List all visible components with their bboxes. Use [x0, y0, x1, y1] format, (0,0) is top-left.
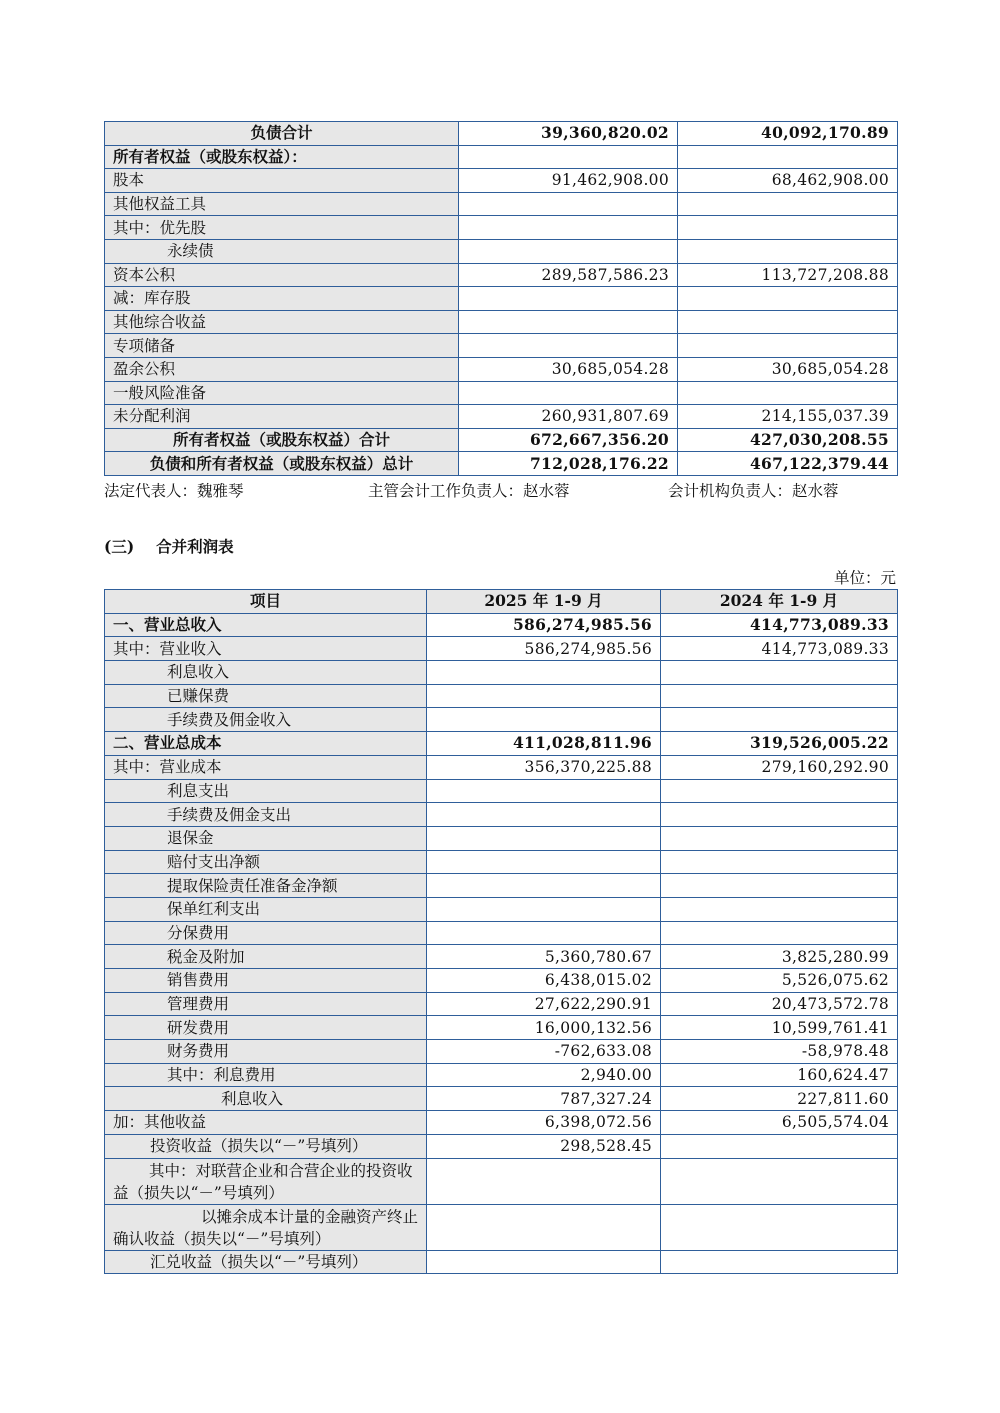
income-label: 销售费用 [105, 969, 427, 993]
balance-sheet-row [105, 263, 898, 287]
income-value-current: 298,528.45 [427, 1134, 661, 1158]
income-value-prior: 6,505,574.04 [661, 1111, 898, 1135]
header-item: 项目 [105, 590, 427, 614]
income-value-prior [661, 1250, 898, 1274]
balance-sheet-label: 负债合计 [105, 122, 459, 146]
income-value-current: 586,274,985.56 [427, 613, 661, 637]
balance-sheet-value-prior: 40,092,170.89 [678, 122, 898, 146]
income-value-current: 6,398,072.56 [427, 1111, 661, 1135]
income-value-current: 27,622,290.91 [427, 992, 661, 1016]
balance-sheet-value-prior [678, 381, 898, 405]
balance-sheet-value-prior [678, 287, 898, 311]
balance-sheet-value-current: 712,028,176.22 [459, 452, 678, 476]
income-label: 保单红利支出 [105, 897, 427, 921]
balance-sheet-value-prior [678, 334, 898, 358]
income-row [105, 732, 898, 756]
income-value-prior: 319,526,005.22 [661, 732, 898, 756]
balance-sheet-row [105, 122, 898, 146]
balance-sheet-row [105, 334, 898, 358]
balance-sheet-value-current: 30,685,054.28 [459, 357, 678, 381]
income-row [105, 661, 898, 685]
income-label: 管理费用 [105, 992, 427, 1016]
income-label: 利息支出 [105, 779, 427, 803]
balance-sheet-row [105, 287, 898, 311]
balance-sheet-row [105, 405, 898, 429]
balance-sheet-value-current: 672,667,356.20 [459, 428, 678, 452]
balance-sheet-value-current: 289,587,586.23 [459, 263, 678, 287]
balance-sheet-row [105, 310, 898, 334]
balance-sheet-value-prior: 30,685,054.28 [678, 357, 898, 381]
income-label: 退保金 [105, 826, 427, 850]
balance-sheet-value-prior [678, 145, 898, 169]
balance-sheet-label: 永续债 [105, 239, 459, 263]
accounting-org-head: 会计机构负责人：赵水蓉 [668, 482, 839, 500]
balance-sheet-label: 股本 [105, 169, 459, 193]
balance-sheet-table [104, 121, 898, 476]
income-row [105, 1250, 898, 1274]
income-value-current: 356,370,225.88 [427, 755, 661, 779]
balance-sheet-value-current [459, 334, 678, 358]
income-value-prior [661, 803, 898, 827]
income-value-current [427, 850, 661, 874]
income-value-prior: 10,599,761.41 [661, 1016, 898, 1040]
income-row [105, 874, 898, 898]
income-value-prior [661, 1134, 898, 1158]
income-value-current [427, 921, 661, 945]
balance-sheet-label: 负债和所有者权益（或股东权益）总计 [105, 452, 459, 476]
income-label: 利息收入 [105, 661, 427, 685]
income-value-current [427, 826, 661, 850]
income-value-current: -762,633.08 [427, 1040, 661, 1064]
income-row [105, 1134, 898, 1158]
income-row [105, 1063, 898, 1087]
balance-sheet-value-current [459, 310, 678, 334]
balance-sheet-label: 资本公积 [105, 263, 459, 287]
income-label: 其中：对联营企业和合营企业的投资收益（损失以“－”号填列） [105, 1158, 427, 1204]
income-row [105, 779, 898, 803]
balance-sheet-value-prior [678, 310, 898, 334]
balance-sheet-label: 所有者权益（或股东权益）： [105, 145, 459, 169]
income-label: 其中：营业成本 [105, 755, 427, 779]
income-row [105, 613, 898, 637]
income-header-row [105, 590, 898, 614]
income-row [105, 1087, 898, 1111]
balance-sheet-label: 其中：优先股 [105, 216, 459, 240]
income-row [105, 803, 898, 827]
income-value-current: 2,940.00 [427, 1063, 661, 1087]
income-value-prior [661, 1158, 898, 1204]
balance-sheet-row [105, 145, 898, 169]
income-label: 财务费用 [105, 1040, 427, 1064]
balance-sheet-label: 盈余公积 [105, 357, 459, 381]
income-label: 手续费及佣金支出 [105, 803, 427, 827]
income-value-current: 411,028,811.96 [427, 732, 661, 756]
income-value-prior [661, 897, 898, 921]
balance-sheet-row [105, 381, 898, 405]
balance-sheet-row [105, 357, 898, 381]
income-label: 手续费及佣金收入 [105, 708, 427, 732]
income-value-prior: 414,773,089.33 [661, 613, 898, 637]
income-label: 加：其他收益 [105, 1111, 427, 1135]
balance-sheet-value-current [459, 192, 678, 216]
income-value-current [427, 1158, 661, 1204]
income-value-prior [661, 708, 898, 732]
accounting-head: 主管会计工作负责人：赵水蓉 [368, 482, 570, 500]
balance-sheet-value-current: 260,931,807.69 [459, 405, 678, 429]
income-label: 利息收入 [105, 1087, 427, 1111]
balance-sheet-value-prior: 467,122,379.44 [678, 452, 898, 476]
income-statement-table [104, 589, 898, 1274]
balance-sheet-value-prior: 113,727,208.88 [678, 263, 898, 287]
income-value-prior [661, 779, 898, 803]
income-label: 赔付支出净额 [105, 850, 427, 874]
balance-sheet-value-current [459, 145, 678, 169]
balance-sheet-value-prior [678, 216, 898, 240]
balance-sheet-label: 专项储备 [105, 334, 459, 358]
balance-sheet-value-current [459, 381, 678, 405]
balance-sheet-label: 其他综合收益 [105, 310, 459, 334]
balance-sheet-label: 减：库存股 [105, 287, 459, 311]
income-value-current: 6,438,015.02 [427, 969, 661, 993]
income-value-current [427, 874, 661, 898]
income-value-prior [661, 921, 898, 945]
balance-sheet-value-current [459, 239, 678, 263]
income-row [105, 945, 898, 969]
income-row [105, 1111, 898, 1135]
balance-sheet-label: 一般风险准备 [105, 381, 459, 405]
income-value-current [427, 1204, 661, 1250]
income-row [105, 826, 898, 850]
income-row [105, 708, 898, 732]
income-label: 研发费用 [105, 1016, 427, 1040]
income-value-current [427, 661, 661, 685]
income-value-prior: -58,978.48 [661, 1040, 898, 1064]
income-value-prior: 160,624.47 [661, 1063, 898, 1087]
income-value-current: 5,360,780.67 [427, 945, 661, 969]
income-value-prior [661, 874, 898, 898]
income-row [105, 850, 898, 874]
income-row [105, 992, 898, 1016]
balance-sheet-value-prior: 214,155,037.39 [678, 405, 898, 429]
balance-sheet-value-current [459, 287, 678, 311]
balance-sheet-value-current [459, 216, 678, 240]
income-value-prior: 414,773,089.33 [661, 637, 898, 661]
income-label: 一、营业总收入 [105, 613, 427, 637]
balance-sheet-label: 未分配利润 [105, 405, 459, 429]
balance-sheet-row [105, 169, 898, 193]
income-label: 分保费用 [105, 921, 427, 945]
income-value-prior [661, 661, 898, 685]
income-value-current: 586,274,985.56 [427, 637, 661, 661]
income-value-prior [661, 850, 898, 874]
income-row [105, 637, 898, 661]
income-label: 提取保险责任准备金净额 [105, 874, 427, 898]
section-title [104, 535, 234, 557]
income-value-current [427, 1250, 661, 1274]
balance-sheet-label: 所有者权益（或股东权益）合计 [105, 428, 459, 452]
income-row [105, 1158, 898, 1204]
income-value-prior [661, 1204, 898, 1250]
income-label: 其中：利息费用 [105, 1063, 427, 1087]
income-row [105, 969, 898, 993]
balance-sheet-row [105, 216, 898, 240]
income-value-current [427, 708, 661, 732]
income-value-prior: 279,160,292.90 [661, 755, 898, 779]
income-value-prior [661, 684, 898, 708]
balance-sheet-value-prior [678, 192, 898, 216]
income-row [105, 897, 898, 921]
balance-sheet-row [105, 452, 898, 476]
income-row [105, 1016, 898, 1040]
income-label: 其中：营业收入 [105, 637, 427, 661]
income-label: 投资收益（损失以“－”号填列） [105, 1134, 427, 1158]
section-name: 合并利润表 [156, 537, 234, 556]
income-row [105, 921, 898, 945]
header-col1: 2025 年 1-9 月 [427, 590, 661, 614]
balance-sheet-value-prior: 427,030,208.55 [678, 428, 898, 452]
income-label: 二、营业总成本 [105, 732, 427, 756]
income-value-current: 787,327.24 [427, 1087, 661, 1111]
income-row [105, 755, 898, 779]
income-value-current [427, 684, 661, 708]
income-label: 以摊余成本计量的金融资产终止确认收益（损失以“－”号填列） [105, 1204, 427, 1250]
section-number: (三) [104, 537, 135, 556]
income-label: 汇兑收益（损失以“－”号填列） [105, 1250, 427, 1274]
income-value-current [427, 803, 661, 827]
balance-sheet-row [105, 428, 898, 452]
income-value-current [427, 779, 661, 803]
income-label: 税金及附加 [105, 945, 427, 969]
income-value-prior: 20,473,572.78 [661, 992, 898, 1016]
income-row [105, 684, 898, 708]
unit-label: 单位：元 [833, 569, 896, 587]
income-value-current: 16,000,132.56 [427, 1016, 661, 1040]
balance-sheet-row [105, 192, 898, 216]
balance-sheet-label: 其他权益工具 [105, 192, 459, 216]
balance-sheet-value-current: 91,462,908.00 [459, 169, 678, 193]
income-value-prior: 227,811.60 [661, 1087, 898, 1111]
header-col2: 2024 年 1-9 月 [661, 590, 898, 614]
balance-sheet-row [105, 239, 898, 263]
income-value-prior [661, 826, 898, 850]
balance-sheet-value-prior [678, 239, 898, 263]
income-row [105, 1040, 898, 1064]
income-label: 已赚保费 [105, 684, 427, 708]
balance-sheet-value-current: 39,360,820.02 [459, 122, 678, 146]
balance-sheet-value-prior: 68,462,908.00 [678, 169, 898, 193]
legal-representative: 法定代表人：魏雅琴 [104, 482, 244, 500]
income-value-prior: 5,526,075.62 [661, 969, 898, 993]
income-value-prior: 3,825,280.99 [661, 945, 898, 969]
income-row [105, 1204, 898, 1250]
income-value-current [427, 897, 661, 921]
